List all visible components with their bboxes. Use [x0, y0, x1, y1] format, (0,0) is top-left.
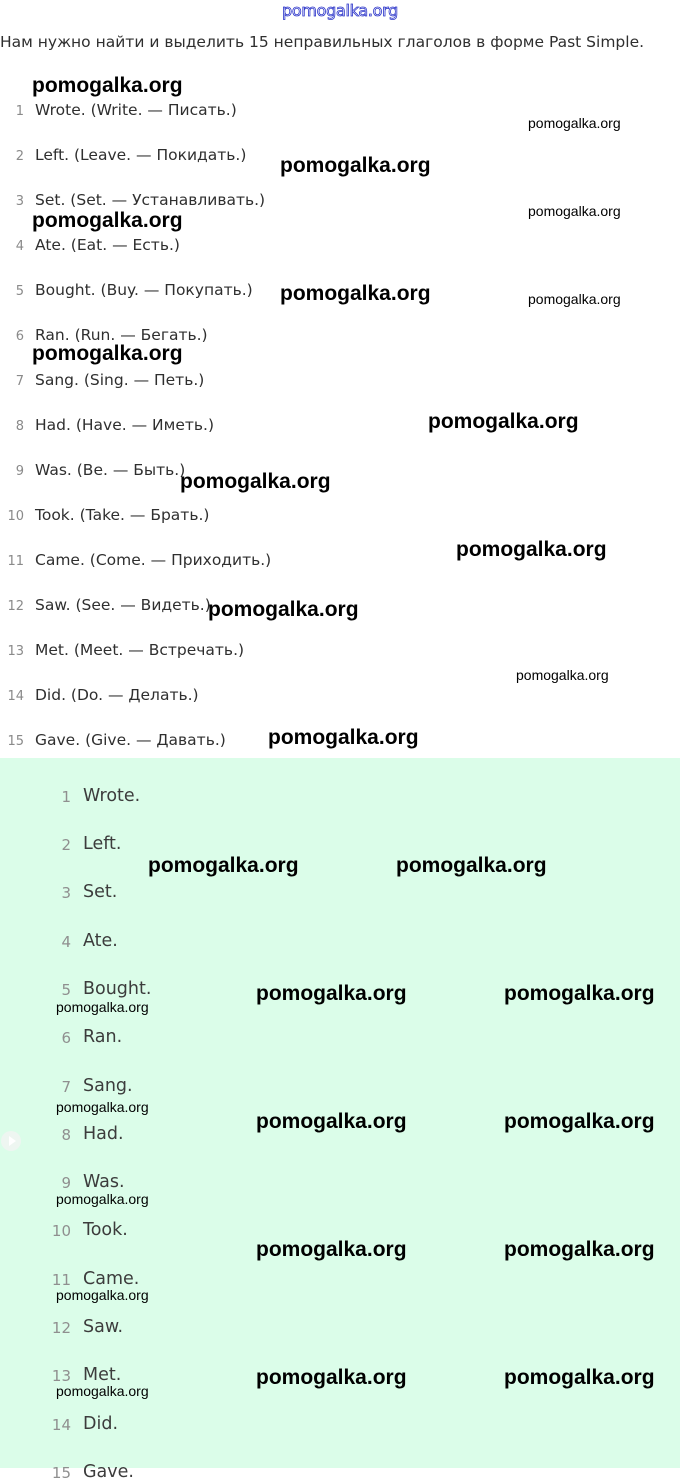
item-text: Gave. — [83, 1462, 134, 1482]
item-number: 12 — [7, 599, 24, 614]
item-text: Set. — [83, 882, 118, 902]
item-text: Sang. (Sing. — Петь.) — [35, 371, 205, 389]
item-number: 14 — [51, 1416, 71, 1434]
watermark: pomogalka.org — [504, 982, 655, 1005]
watermark: pomogalka.org — [516, 667, 609, 683]
watermark: pomogalka.org — [56, 1191, 149, 1207]
item-number: 4 — [15, 239, 24, 254]
item-text: Had. — [83, 1124, 124, 1144]
item-number: 7 — [15, 374, 24, 389]
play-icon[interactable] — [1, 1131, 21, 1151]
watermark: pomogalka.org — [256, 982, 407, 1005]
item-number: 8 — [15, 419, 24, 434]
watermark: pomogalka.org — [528, 291, 621, 307]
item-text: Ate. (Eat. — Есть.) — [35, 236, 180, 254]
item-number: 2 — [61, 836, 71, 854]
watermark: pomogalka.org — [268, 726, 419, 749]
item-text: Wrote. — [83, 786, 141, 806]
item-number: 4 — [61, 933, 71, 951]
item-number: 6 — [61, 1029, 71, 1047]
list-item — [0, 806, 680, 854]
item-number: 11 — [51, 1271, 71, 1289]
item-number: 9 — [61, 1174, 71, 1192]
watermark: pomogalka.org — [180, 470, 331, 493]
item-number: 14 — [7, 689, 24, 704]
item-text: Had. (Have. — Иметь.) — [35, 416, 214, 434]
item-text: Left. (Leave. — Покидать.) — [35, 146, 247, 164]
watermark: pomogalka.org — [504, 1366, 655, 1389]
item-number: 3 — [15, 194, 24, 209]
watermark: pomogalka.org — [32, 342, 183, 365]
list-item — [0, 854, 680, 902]
list-item — [0, 1434, 680, 1482]
item-number: 7 — [61, 1078, 71, 1096]
item-number: 15 — [51, 1464, 71, 1482]
list-item — [0, 493, 680, 538]
item-number: 5 — [61, 981, 71, 999]
item-number: 1 — [15, 104, 24, 119]
list-item — [0, 903, 680, 951]
item-number: 6 — [15, 329, 24, 344]
item-text: Was. (Be. — Быть.) — [35, 461, 186, 479]
watermark: pomogalka.org — [280, 282, 431, 305]
item-number: 1 — [61, 788, 71, 806]
item-number: 15 — [7, 734, 24, 749]
watermark: pomogalka.org — [504, 1110, 655, 1133]
item-text: Did. (Do. — Делать.) — [35, 686, 199, 704]
item-text: Wrote. (Write. — Писать.) — [35, 101, 237, 119]
watermark: pomogalka.org — [428, 410, 579, 433]
item-text: Ran. (Run. — Бегать.) — [35, 326, 208, 344]
site-logo[interactable]: pomogalka.org — [282, 1, 398, 20]
watermark: pomogalka.org — [256, 1110, 407, 1133]
item-text: Took. (Take. — Брать.) — [35, 506, 210, 524]
item-text: Met. — [83, 1365, 122, 1385]
item-text: Came. (Come. — Приходить.) — [35, 551, 272, 569]
watermark: pomogalka.org — [256, 1238, 407, 1261]
list-item — [0, 1144, 680, 1192]
item-text: Did. — [83, 1414, 119, 1434]
watermark: pomogalka.org — [56, 1383, 149, 1399]
item-number: 10 — [7, 509, 24, 524]
item-number: 3 — [61, 884, 71, 902]
item-text: Saw. (See. — Видеть.) — [35, 596, 211, 614]
watermark: pomogalka.org — [528, 203, 621, 219]
item-number: 13 — [7, 644, 24, 659]
item-number: 5 — [15, 284, 24, 299]
item-text: Bought. (Buy. — Покупать.) — [35, 281, 253, 299]
item-number: 2 — [15, 149, 24, 164]
list-item — [0, 448, 680, 493]
watermark: pomogalka.org — [32, 74, 183, 97]
watermark: pomogalka.org — [456, 538, 607, 561]
list-item — [0, 758, 680, 806]
item-text: Came. — [83, 1269, 140, 1289]
intro-text: Нам нужно найти и выделить 15 неправильных глаголов в форме Past Simple. — [0, 33, 645, 51]
watermark: pomogalka.org — [528, 115, 621, 131]
list-item — [0, 1048, 680, 1096]
watermark: pomogalka.org — [208, 598, 359, 621]
item-text: Met. (Meet. — Встречать.) — [35, 641, 245, 659]
item-number: 10 — [51, 1222, 71, 1240]
watermark: pomogalka.org — [56, 1287, 149, 1303]
item-text: Saw. — [83, 1317, 124, 1337]
item-text: Bought. — [83, 979, 152, 999]
item-text: Sang. — [83, 1076, 133, 1096]
watermark: pomogalka.org — [256, 1366, 407, 1389]
item-number: 9 — [15, 464, 24, 479]
item-number: 12 — [51, 1319, 71, 1337]
item-text: Ran. — [83, 1027, 123, 1047]
item-text: Took. — [83, 1220, 128, 1240]
watermark: pomogalka.org — [504, 1238, 655, 1261]
watermark: pomogalka.org — [56, 999, 149, 1015]
item-number: 13 — [51, 1367, 71, 1385]
item-text: Ate. — [83, 931, 118, 951]
watermark: pomogalka.org — [280, 154, 431, 177]
item-text: Gave. (Give. — Давать.) — [35, 731, 226, 749]
watermark: pomogalka.org — [148, 854, 299, 877]
item-text: Set. (Set. — Устанавливать.) — [35, 191, 266, 209]
watermark: pomogalka.org — [56, 1099, 149, 1115]
item-text: Left. — [83, 834, 122, 854]
item-number: 8 — [61, 1126, 71, 1144]
item-number: 11 — [7, 554, 24, 569]
item-text: Was. — [83, 1172, 125, 1192]
watermark: pomogalka.org — [396, 854, 547, 877]
watermark: pomogalka.org — [32, 209, 183, 232]
